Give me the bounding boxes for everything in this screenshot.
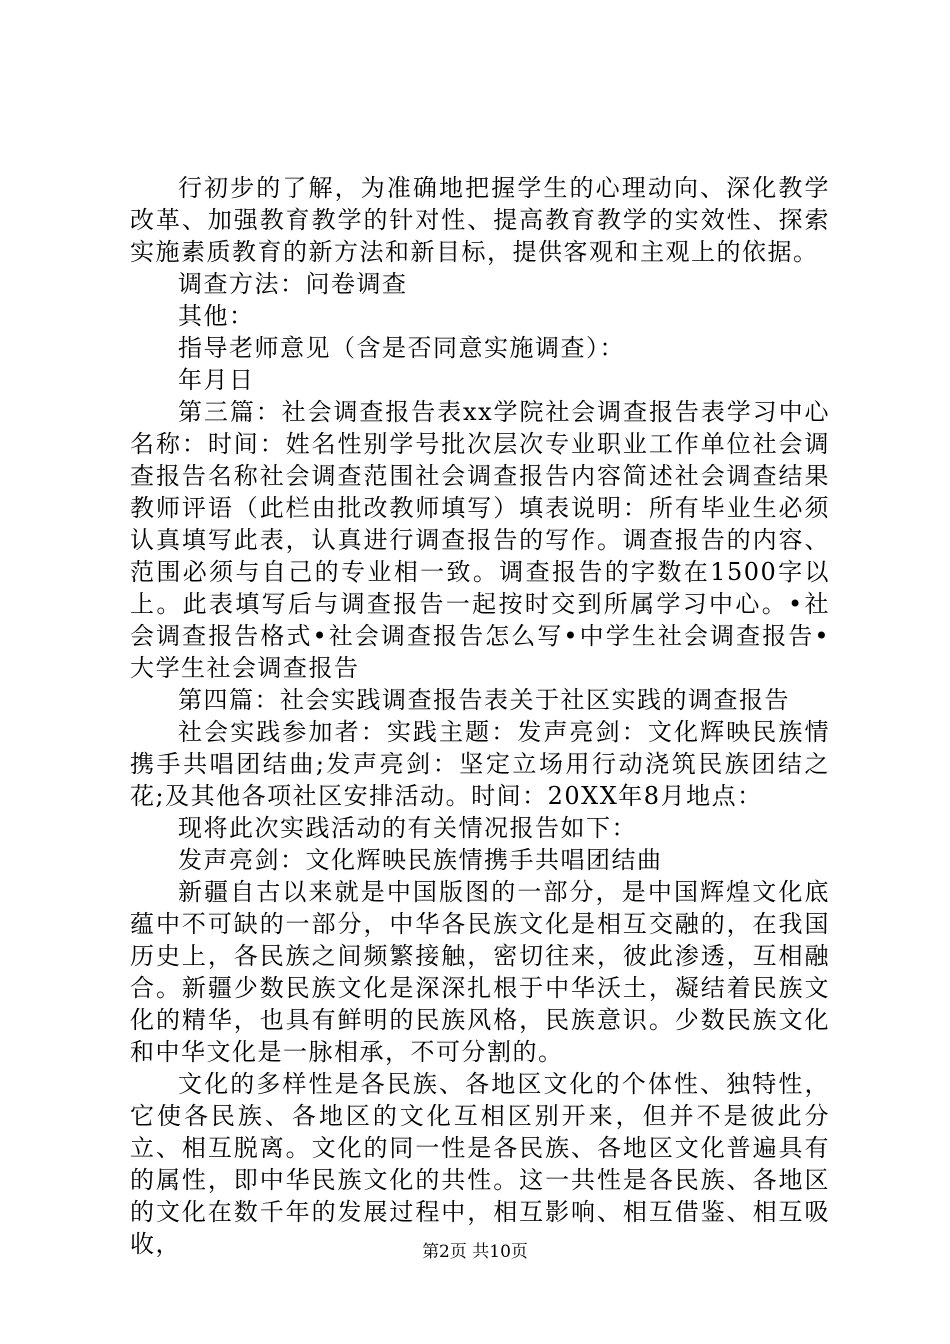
paragraph-culture-diversity: 文化的多样性是各民族、各地区文化的个体性、独特性，它使各民族、各地区的文化互相区别开来，但并不是彼此分立、相互脱离。文化的同一性是各民族、各地区文化普遍具有的属性，即中华民族文化的共性。这一共性是各民族、各地区的文化在数千年的发展过程中，相互影响、相互借鉴、相互吸收， xyxy=(130,1070,830,1258)
paragraph-1: 行初步的了解，为准确地把握学生的心理动向、深化教学改革、加强教育教学的针对性、提高教育教学的实效性、探索实施素质教育的新方法和新目标，提供客观和主观上的依据。 xyxy=(130,174,830,266)
paragraph-part-four-title: 第四篇：社会实践调查报告表关于社区实践的调查报告 xyxy=(178,686,790,714)
paragraph-advisor-opinion: 指导老师意见（含是否同意实施调查）： xyxy=(178,334,625,362)
paragraph-section-heading: 发声亮剑：文化辉映民族情携手共唱团结曲 xyxy=(178,846,663,874)
page-footer: 第2页 共10页 xyxy=(422,1242,528,1262)
paragraph-part-three: 第三篇：社会调查报告表xx学院社会调查报告表学习中心名称：时间：姓名性别学号批次层次专业职业工作单位社会调查报告名称社会调查范围社会调查报告内容简述社会调查结果教师评语（此栏由批改教师填写）填表说明：所有毕业生必须认真填写此表，认真进行调查报告的写作。调查报告的内容、范围必须与自己的专业相一致。调查报告的字数在1500字以上。此表填写后与调查报告一起按时交到所属学习中心。•社会调查报告格式•社会调查报告怎么写•中学生社会调查报告•大学生社会调查报告 xyxy=(130,398,830,682)
paragraph-report-intro: 现将此次实践活动的有关情况报告如下： xyxy=(178,814,637,842)
paragraph-participants: 社会实践参加者：实践主题：发声亮剑：文化辉映民族情携手共唱团结曲;发声亮剑：坚定立场用行动浇筑民族团结之花;及其他各项社区安排活动。时间：20XX年8月地点： xyxy=(130,718,830,810)
paragraph-xinjiang: 新疆自古以来就是中国版图的一部分，是中国辉煌文化底蕴中不可缺的一部分，中华各民族文化是相互交融的，在我国历史上，各民族之间频繁接触，密切往来，彼此渗透，互相融合。新疆少数民族文化是深深扎根于中华沃土，凝结着民族文化的精华，也具有鲜明的民族风格，民族意识。少数民族文化和中华文化是一脉相承，不可分割的。 xyxy=(130,878,830,1066)
paragraph-date: 年月日 xyxy=(178,366,255,394)
paragraph-other: 其他： xyxy=(178,302,255,330)
document-body xyxy=(130,172,830,1260)
paragraph-survey-method: 调查方法：问卷调查 xyxy=(178,270,408,298)
